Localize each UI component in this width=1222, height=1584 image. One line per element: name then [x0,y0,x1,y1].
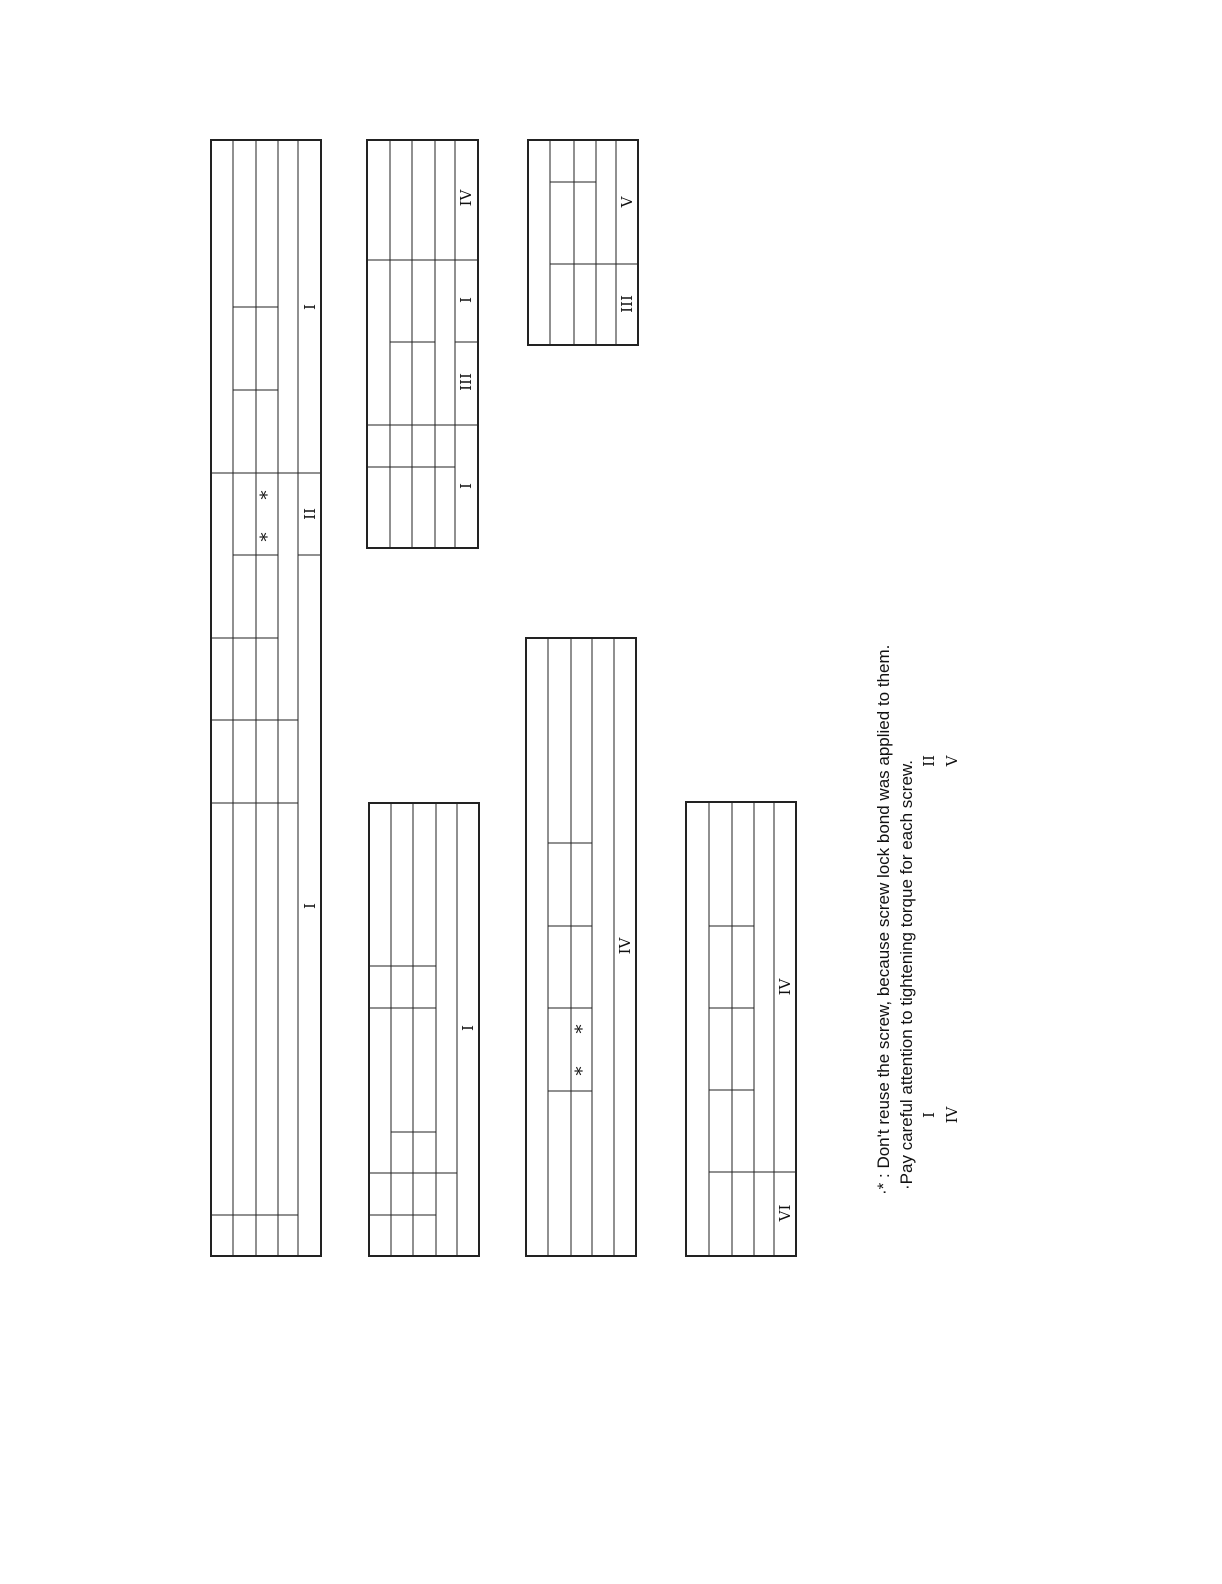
t2-label-iv: IV [457,189,475,207]
note-symbol-i: I [920,1112,938,1118]
note-screw-lock: ·* : Don't reuse the screw, because screw lock bond was applied to them. [874,644,893,1195]
t3-label-v: V [618,196,636,208]
t5-star-1: * [572,1024,593,1034]
t1-label-i-top: I [301,304,319,310]
t1-label-ii: II [301,508,319,520]
t2-label-i-a: I [457,297,475,303]
t2-label-i-b: I [457,483,475,489]
t6-label-vi: VI [776,1204,794,1222]
t1-label-i-bottom: I [301,903,319,909]
note-symbol-ii: II [920,755,938,767]
note-torque: ·Pay careful attention to tightening torque for each screw. [897,760,916,1190]
t5-star-2: * [572,1066,593,1076]
t1-star-1: * [257,490,278,500]
t6-label-iv: IV [776,978,794,996]
note-symbol-iv: IV [943,1106,961,1124]
screw-table-3 [528,140,638,345]
t2-label-iii: III [457,373,475,391]
t1-star-2: * [257,532,278,542]
screw-table-6 [686,802,796,1256]
t4-label-i: I [459,1025,477,1031]
note-symbol-v: V [943,755,961,767]
t3-label-iii: III [618,295,636,313]
t5-label-iv: IV [616,937,634,955]
notes-block [874,645,961,1195]
